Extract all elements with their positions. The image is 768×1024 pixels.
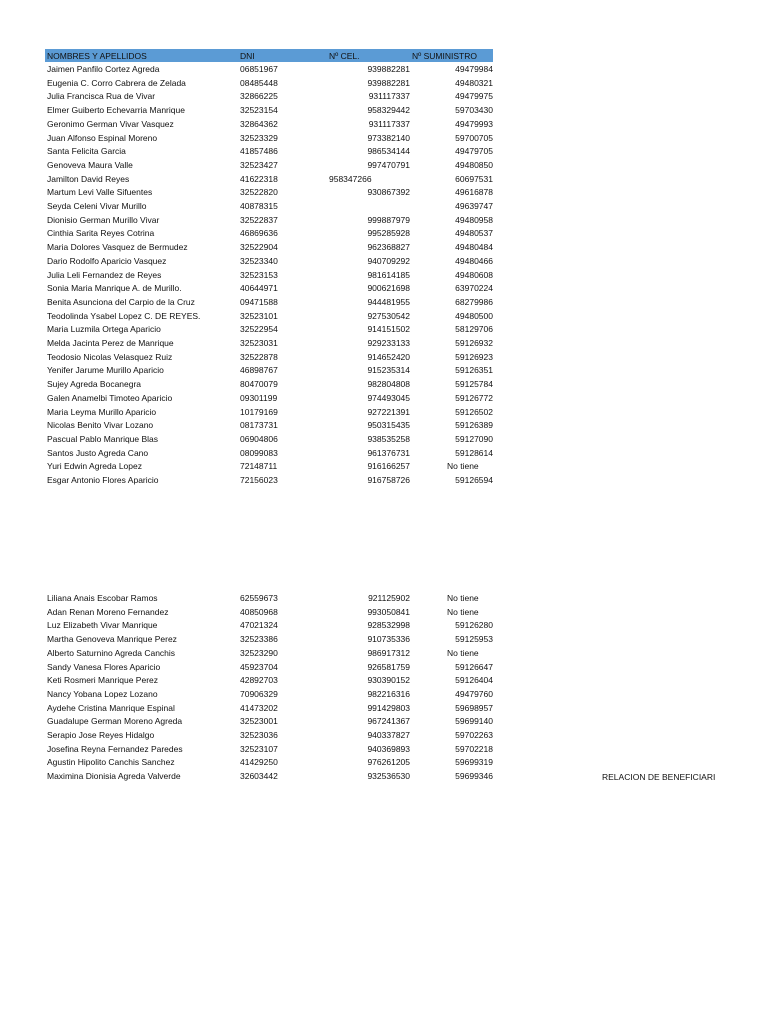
cell-dni: 32522904	[240, 242, 278, 253]
cell-suministro: 49479760	[455, 688, 493, 699]
cell-name: Benita Asunciona del Carpio de la Cruz	[47, 296, 195, 307]
table-row	[0, 392, 768, 406]
cell-cel: 981614185	[367, 269, 410, 280]
cell-dni: 41429250	[240, 757, 278, 768]
cell-name: Maria Leyma Murillo Aparicio	[47, 406, 157, 417]
cell-cel: 940369893	[367, 743, 410, 754]
table-row	[0, 474, 768, 488]
cell-name: Jaimen Panfilo Cortez Agreda	[47, 64, 160, 74]
cell-suministro: 49480484	[455, 242, 493, 253]
table-row	[0, 592, 768, 606]
table-row	[0, 715, 768, 729]
cell-suministro: 49480850	[455, 159, 493, 170]
table-row	[0, 688, 768, 702]
cell-cel: 986534144	[367, 146, 410, 157]
cell-dni: 32522954	[240, 324, 278, 335]
cell-cel: 940709292	[367, 255, 410, 266]
cell-dni: 62559673	[240, 593, 278, 603]
cell-name: Josefina Reyna Fernandez Paredes	[47, 743, 183, 754]
cell-suministro: 59698957	[455, 702, 493, 713]
cell-name: Guadalupe German Moreno Agreda	[47, 716, 183, 727]
cell-name: Jamilton David Reyes	[47, 173, 130, 184]
table-row	[0, 200, 768, 214]
cell-suministro: 59126389	[455, 420, 493, 431]
table-row	[0, 702, 768, 716]
table-row	[0, 606, 768, 620]
cell-name: Aydehe Cristina Manrique Espinal	[47, 702, 175, 713]
cell-cel: 982804808	[367, 379, 410, 390]
table-row	[0, 90, 768, 104]
cell-suministro: No tiene	[447, 593, 479, 603]
header-name: NOMBRES Y APELLIDOS	[47, 51, 147, 61]
table-row	[0, 337, 768, 351]
cell-dni: 09301199	[240, 392, 278, 403]
cell-dni: 32523101	[240, 310, 278, 321]
cell-cel: 916166257	[367, 461, 410, 472]
cell-suministro: 59126772	[455, 392, 493, 403]
cell-cel: 914151502	[367, 324, 410, 335]
cell-cel: 982216316	[367, 688, 410, 699]
table-row	[0, 214, 768, 228]
cell-suministro: 49480537	[455, 228, 493, 239]
cell-suministro: 59703430	[455, 105, 493, 116]
cell-dni: 41622318	[240, 173, 278, 184]
cell-cel: 927530542	[367, 310, 410, 321]
cell-cel: 932536530	[367, 771, 410, 782]
cell-suministro: No tiene	[447, 461, 479, 472]
cell-suministro: 49479975	[455, 91, 493, 102]
table-row	[0, 743, 768, 757]
cell-cel: 930867392	[367, 187, 410, 198]
cell-suministro: 49480958	[455, 214, 493, 225]
cell-suministro: 49480608	[455, 269, 493, 280]
cell-cel: 950315435	[367, 420, 410, 431]
cell-dni: 08485448	[240, 77, 278, 88]
table-row	[0, 619, 768, 633]
cell-cel: 900621698	[367, 283, 410, 294]
table-row	[0, 661, 768, 675]
cell-suministro: 59126923	[455, 351, 493, 362]
cell-cel: 929233133	[367, 338, 410, 348]
cell-name: Alberto Saturnino Agreda Canchis	[47, 647, 176, 658]
cell-name: Maximina Dionisia Agreda Valverde	[47, 771, 181, 782]
table-row	[0, 186, 768, 200]
cell-suministro: 59126647	[455, 661, 493, 672]
cell-name: Dario Rodolfo Aparicio Vasquez	[47, 255, 167, 266]
cell-name: Martum Levi Valle Sifuentes	[47, 187, 153, 198]
table-row	[0, 406, 768, 420]
cell-name: Serapio Jose Reyes Hidalgo	[47, 730, 155, 740]
cell-name: Teodolinda Ysabel Lopez C. DE REYES.	[47, 310, 201, 321]
cell-cel: 930390152	[367, 675, 410, 686]
header-dni: DNI	[240, 51, 255, 61]
table-row	[0, 419, 768, 433]
table-row	[0, 433, 768, 447]
cell-suministro: 63970224	[455, 283, 493, 294]
cell-cel: 997470791	[367, 159, 410, 170]
table-row	[0, 378, 768, 392]
cell-cel: 976261205	[367, 757, 410, 768]
cell-suministro: 58129706	[455, 324, 493, 335]
cell-dni: 32523154	[240, 105, 278, 116]
cell-cel: 916758726	[367, 475, 410, 485]
cell-name: Keti Rosmeri Manrique Perez	[47, 675, 159, 686]
cell-suministro: 59702263	[455, 730, 493, 740]
cell-dni: 06904806	[240, 433, 278, 444]
cell-suministro: No tiene	[447, 647, 479, 658]
cell-cel: 927221391	[367, 406, 410, 417]
cell-cel: 986917312	[367, 647, 410, 658]
cell-dni: 47021324	[240, 620, 278, 631]
cell-suministro: 60697531	[455, 173, 493, 184]
cell-dni: 09471588	[240, 296, 278, 307]
cell-name: Maria Luzmila Ortega Aparicio	[47, 324, 161, 335]
cell-cel: 973382140	[367, 132, 410, 143]
cell-name: Sujey Agreda Bocanegra	[47, 379, 142, 390]
cell-suministro: 68279986	[455, 296, 493, 307]
cell-name: Agustin Hipolito Canchis Sanchez	[47, 757, 175, 768]
cell-name: Seyda Celeni Vivar Murillo	[47, 201, 147, 211]
cell-name: Teodosio Nicolas Velasquez Ruiz	[47, 351, 173, 362]
table-row	[0, 460, 768, 474]
cell-dni: 40644971	[240, 283, 278, 294]
cell-cel: 939882281	[367, 64, 410, 74]
cell-suministro: 59699319	[455, 757, 493, 768]
cell-suministro: 49616878	[455, 187, 493, 198]
cell-suministro: 59125784	[455, 379, 493, 390]
cell-dni: 41857486	[240, 146, 278, 157]
cell-dni: 32864362	[240, 118, 278, 129]
cell-name: Genoveva Maura Valle	[47, 159, 133, 170]
cell-name: Maria Dolores Vasquez de Bermudez	[47, 242, 188, 253]
cell-cel: 931117337	[368, 91, 410, 102]
cell-cel: 967241367	[367, 716, 410, 727]
cell-suministro: 49639747	[455, 201, 493, 211]
cell-dni: 32523386	[240, 634, 278, 645]
table-row	[0, 756, 768, 770]
cell-dni: 32523290	[240, 647, 278, 658]
cell-suministro: 49479993	[455, 118, 493, 129]
cell-dni: 46898767	[240, 365, 278, 376]
cell-cel: 944481955	[367, 296, 410, 307]
cell-cel: 940337827	[367, 730, 410, 740]
cell-name: Adan Renan Moreno Fernandez	[47, 606, 169, 617]
table-row	[0, 729, 768, 743]
cell-suministro: 59126932	[455, 338, 493, 348]
table-row	[0, 647, 768, 661]
cell-cel: 999887979	[367, 214, 410, 225]
table-row	[0, 351, 768, 365]
cell-suministro: 49480500	[455, 310, 493, 321]
cell-cel: 991429803	[367, 702, 410, 713]
cell-dni: 40850968	[240, 606, 278, 617]
cell-dni: 32603442	[240, 771, 278, 782]
table-row	[0, 323, 768, 337]
cell-name: Julia Leli Fernandez de Reyes	[47, 269, 162, 280]
cell-cel: 921125902	[368, 593, 410, 603]
table-row	[0, 173, 768, 187]
cell-suministro: 59126502	[455, 406, 493, 417]
table-row	[0, 77, 768, 91]
cell-cel: 995285928	[367, 228, 410, 239]
cell-dni: 32522878	[240, 351, 278, 362]
cell-cel: 931117337	[368, 118, 410, 129]
cell-suministro: 59127090	[455, 433, 493, 444]
cell-dni: 41473202	[240, 702, 278, 713]
header-cel: Nº CEL.	[329, 51, 360, 61]
cell-name: Elmer Guiberto Echevarria Manrique	[47, 105, 185, 116]
cell-dni: 32523107	[240, 743, 278, 754]
table-row	[0, 296, 768, 310]
cell-suministro: 59125953	[455, 634, 493, 645]
side-note: RELACION DE BENEFICIARI	[602, 772, 716, 782]
cell-name: Luz Elizabeth Vivar Manrique	[47, 620, 158, 631]
table-row	[0, 633, 768, 647]
cell-dni: 40878315	[240, 201, 278, 211]
cell-name: Santos Justo Agreda Cano	[47, 447, 149, 458]
table-row	[0, 269, 768, 283]
cell-dni: 70906329	[240, 688, 278, 699]
cell-name: Julia Francisca Rua de Vivar	[47, 91, 156, 102]
cell-name: Dionisio German Murillo Vivar	[47, 214, 160, 225]
cell-name: Yuri Edwin Agreda Lopez	[47, 461, 142, 472]
cell-name: Sonia Maria Manrique A. de Murillo.	[47, 283, 182, 294]
cell-dni: 42892703	[240, 675, 278, 686]
cell-cel: 914652420	[367, 351, 410, 362]
cell-suministro: 59699140	[455, 716, 493, 727]
cell-cel: 915235314	[367, 365, 410, 376]
table-row	[0, 674, 768, 688]
cell-suministro: 59126280	[455, 620, 493, 631]
cell-suministro: 49479984	[455, 64, 493, 74]
cell-suministro: 59126594	[455, 475, 493, 485]
cell-name: Esgar Antonio Flores Aparicio	[47, 475, 159, 485]
cell-name: Martha Genoveva Manrique Perez	[47, 634, 177, 645]
cell-name: Melda Jacinta Perez de Manrique	[47, 338, 174, 348]
table-row	[0, 145, 768, 159]
cell-cel: 910735336	[367, 634, 410, 645]
cell-name: Eugenia C. Corro Cabrera de Zelada	[47, 77, 186, 88]
cell-name: Nicolas Benito Vivar Lozano	[47, 420, 154, 431]
cell-name: Liliana Anais Escobar Ramos	[47, 593, 158, 603]
table-row	[0, 364, 768, 378]
cell-cel: 926581759	[367, 661, 410, 672]
cell-suministro: 59700705	[455, 132, 493, 143]
cell-dni: 46869636	[240, 228, 278, 239]
cell-dni: 32866225	[240, 91, 278, 102]
table-row	[0, 104, 768, 118]
cell-suministro: 59126351	[455, 365, 493, 376]
cell-cel: 958329442	[367, 105, 410, 116]
cell-cel: 939882281	[367, 77, 410, 88]
table-row	[0, 255, 768, 269]
cell-dni: 32523036	[240, 730, 278, 740]
table-row	[0, 227, 768, 241]
cell-dni: 06851967	[240, 64, 278, 74]
cell-suministro: No tiene	[447, 606, 479, 617]
cell-dni: 80470079	[240, 379, 278, 390]
cell-name: Sandy Vanesa Flores Aparicio	[47, 661, 161, 672]
cell-dni: 32522837	[240, 214, 278, 225]
cell-name: Cinthia Sarita Reyes Cotrina	[47, 228, 155, 239]
cell-suministro: 59126404	[455, 675, 493, 686]
table-row	[0, 310, 768, 324]
cell-dni: 32523031	[240, 338, 278, 348]
cell-cel: 974493045	[367, 392, 410, 403]
cell-name: Pascual Pablo Manrique Blas	[47, 433, 159, 444]
cell-dni: 32523427	[240, 159, 278, 170]
cell-name: Galen Anamelbi Timoteo Aparicio	[47, 392, 173, 403]
cell-dni: 45923704	[240, 661, 278, 672]
cell-name: Santa Felicita Garcia	[47, 146, 126, 157]
cell-dni: 32523340	[240, 255, 278, 266]
cell-cel: 961376731	[367, 447, 410, 458]
table-row	[0, 159, 768, 173]
cell-suministro: 59702218	[455, 743, 493, 754]
cell-dni: 32523329	[240, 132, 278, 143]
cell-dni: 32523001	[240, 716, 278, 727]
cell-dni: 08173731	[240, 420, 278, 431]
header-suministro: Nº SUMINISTRO	[412, 51, 477, 61]
cell-suministro: 59699346	[455, 771, 493, 782]
cell-name: Yenifer Jarume Murillo Aparicio	[47, 365, 164, 376]
table-row	[0, 282, 768, 296]
table-row	[0, 241, 768, 255]
cell-suministro: 49479705	[455, 146, 493, 157]
cell-dni: 32522820	[240, 187, 278, 198]
table-row	[0, 63, 768, 77]
table-row	[0, 118, 768, 132]
cell-dni: 10179169	[240, 406, 278, 417]
cell-cel: 928532998	[367, 620, 410, 631]
table-row	[0, 447, 768, 461]
cell-cel: 938535258	[367, 433, 410, 444]
table-row	[0, 132, 768, 146]
cell-dni: 72148711	[240, 461, 278, 472]
cell-name: Nancy Yobana Lopez Lozano	[47, 688, 158, 699]
cell-cel: 993050841	[367, 606, 410, 617]
cell-suministro: 49480466	[455, 255, 493, 266]
cell-dni: 08099083	[240, 447, 278, 458]
cell-dni: 72156023	[240, 475, 278, 485]
cell-cel: 958347266	[329, 173, 372, 184]
cell-suministro: 59128614	[455, 447, 493, 458]
cell-dni: 32523153	[240, 269, 278, 280]
cell-cel: 962368827	[367, 242, 410, 253]
cell-name: Geronimo German Vivar Vasquez	[47, 118, 174, 129]
cell-name: Juan Alfonso Espinal Moreno	[47, 132, 158, 143]
cell-suministro: 49480321	[455, 77, 493, 88]
